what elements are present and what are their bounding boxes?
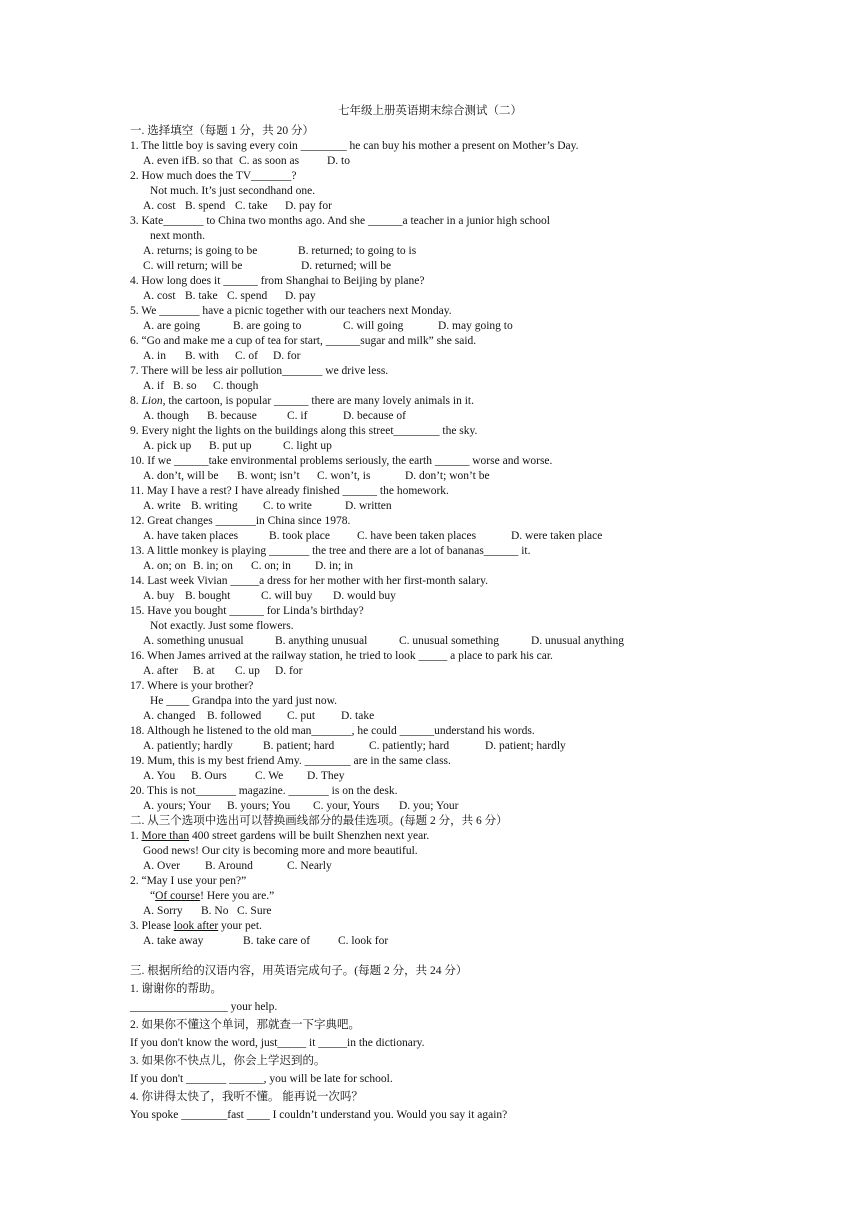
option: D. were taken place — [511, 530, 603, 542]
option: B. yours; You — [227, 800, 291, 812]
question-10: 10. If we ______take environmental problems seriously, the earth ______ worse and worse. — [130, 455, 553, 467]
option: B. bought — [185, 590, 231, 602]
question-17-reply: He ____ Grandpa into the yard just now. — [150, 695, 338, 707]
option: B. so — [173, 380, 197, 392]
s3-answer-4: You spoke ________fast ____ I couldn’t understand you. Would you say it again? — [130, 1109, 508, 1121]
question-5: 5. We _______ have a picnic together with our teachers next Monday. — [130, 305, 452, 317]
s2-question-3: 3. Please look after your pet. — [130, 920, 262, 932]
exam-content — [130, 124, 810, 1126]
option: B. Ours — [191, 770, 227, 782]
option: D. patient; hardly — [485, 740, 566, 752]
option: B. so that — [189, 155, 233, 167]
s3-answer-2: If you don't know the word, just_____ it _____in the dictionary. — [130, 1037, 425, 1049]
option: C. spend — [227, 290, 268, 302]
question-12-options — [130, 529, 810, 544]
question-18-options — [130, 739, 810, 754]
question-9-options — [130, 439, 810, 454]
option: D. may going to — [438, 320, 513, 332]
question-15-reply: Not exactly. Just some flowers. — [150, 620, 294, 632]
option: D. you; Your — [399, 800, 459, 812]
question-13: 13. A little monkey is playing _______ the tree and there are a lot of bananas______ it. — [130, 545, 531, 557]
option: B. returned; to going to is — [298, 245, 417, 257]
question-20: 20. This is not_______ magazine. _______ is on the desk. — [130, 785, 398, 797]
option: D. They — [307, 770, 345, 782]
option: B. in; on — [193, 560, 233, 572]
question-4-options — [130, 289, 810, 304]
section2-heading: 二. 从三个选项中选出可以替换画线部分的最佳选项。(每题 2 分，共 6 分） — [130, 815, 508, 827]
option: A. don’t, will be — [143, 470, 219, 482]
option: A. buy — [143, 590, 175, 602]
option: A. even if — [143, 155, 189, 167]
s3-prompt-1: 1. 谢谢你的帮助。 — [130, 983, 222, 995]
s3-prompt-2: 2. 如果你不懂这个单词，那就查一下字典吧。 — [130, 1019, 360, 1031]
question-6: 6. “Go and make me a cup of tea for start, ______sugar and milk” she said. — [130, 335, 477, 347]
option: D. to — [327, 155, 350, 167]
question-12: 12. Great changes _______in China since 1978. — [130, 515, 351, 527]
section3-heading: 三. 根据所给的汉语内容，用英语完成句子。(每题 2 分，共 24 分） — [130, 965, 468, 977]
s2-q1-options: A. Over B. Around C. Nearly — [143, 860, 332, 872]
s3-answer-1: _________________ your help. — [130, 1001, 278, 1013]
option: D. pay for — [285, 200, 332, 212]
question-2: 2. How much does the TV_______? — [130, 170, 297, 182]
option: D. pay — [285, 290, 316, 302]
option: A. after — [143, 665, 179, 677]
s2-q3-options: A. take away B. take care of C. look for — [143, 935, 389, 947]
option: C. will buy — [261, 590, 313, 602]
question-3-options — [130, 244, 810, 259]
option: B. at — [193, 665, 215, 677]
option: C. will going — [343, 320, 404, 332]
question-13-options — [130, 559, 810, 574]
option: D. would buy — [333, 590, 396, 602]
option: B. writing — [191, 500, 238, 512]
option: B. patient; hard — [263, 740, 335, 752]
question-3: 3. Kate_______ to China two months ago. And she ______a teacher in a junior high school — [130, 215, 551, 227]
question-18: 18. Although he listened to the old man_______, he could ______understand his words. — [130, 725, 535, 737]
underlined-phrase: Of course — [155, 890, 201, 902]
option: D. take — [341, 710, 375, 722]
question-1-options — [130, 154, 810, 169]
question-3-options — [130, 259, 810, 274]
question-19: 19. Mum, this is my best friend Amy. ________ are in the same class. — [130, 755, 451, 767]
option: B. because — [207, 410, 257, 422]
option: A. yours; Your — [143, 800, 211, 812]
page-title: 七年级上册英语期末综合测试（二） — [338, 105, 522, 117]
option: B. are going to — [233, 320, 302, 332]
s3-prompt-3: 3. 如果你不快点儿，你会上学迟到的。 — [130, 1055, 326, 1067]
section1-heading: 一. 选择填空（每题 1 分，共 20 分） — [130, 125, 314, 137]
option: C. will return; will be — [143, 260, 243, 272]
option: B. anything unusual — [275, 635, 368, 647]
option: C. have been taken places — [357, 530, 477, 542]
option: D. unusual anything — [531, 635, 624, 647]
question-11-options — [130, 499, 810, 514]
option: D. in; in — [315, 560, 354, 572]
underlined-phrase: look after — [173, 920, 219, 932]
question-10-options — [130, 469, 810, 484]
option: A. cost — [143, 290, 176, 302]
question-2-options — [130, 199, 810, 214]
question-14-options — [130, 589, 810, 604]
question-6-options — [130, 349, 810, 364]
option: A. returns; is going to be — [143, 245, 258, 257]
option: D. because of — [343, 410, 406, 422]
option: C. light up — [283, 440, 332, 452]
option: B. followed — [207, 710, 262, 722]
question-16: 16. When James arrived at the railway station, he tried to look _____ a place to park his car. — [130, 650, 553, 662]
option: C. unusual something — [399, 635, 499, 647]
option: A. patiently; hardly — [143, 740, 233, 752]
question-8: 8. Lion, the cartoon, is popular ______ there are many lovely animals in it. — [130, 395, 474, 407]
question-17-options — [130, 709, 810, 724]
option: B. wont; isn’t — [237, 470, 300, 482]
question-16-options — [130, 664, 810, 679]
option: A. something unusual — [143, 635, 244, 647]
question-19-options — [130, 769, 810, 784]
option: A. have taken places — [143, 530, 239, 542]
option: D. returned; will be — [301, 260, 392, 272]
s2-q1-reply: Good news! Our city is becoming more and more beautiful. — [143, 845, 418, 857]
option: C. as soon as — [239, 155, 300, 167]
option: D. for — [275, 665, 303, 677]
section1-questions — [130, 139, 810, 814]
question-5-options — [130, 319, 810, 334]
option: D. written — [345, 500, 392, 512]
option: C. on; in — [251, 560, 291, 572]
s2-question-1: 1. More than 400 street gardens will be built Shenzhen next year. — [130, 830, 430, 842]
question-4: 4. How long does it ______ from Shanghai to Beijing by plane? — [130, 275, 425, 287]
question-15-options — [130, 634, 810, 649]
option: D. for — [273, 350, 301, 362]
option: C. your, Yours — [313, 800, 380, 812]
question-2-reply: Not much. It’s just secondhand one. — [150, 185, 316, 197]
option: A. are going — [143, 320, 201, 332]
option: B. spend — [185, 200, 226, 212]
question-7-options — [130, 379, 810, 394]
option: C. up — [235, 665, 260, 677]
underlined-phrase: More than — [141, 830, 190, 842]
option: C. put — [287, 710, 316, 722]
option: A. cost — [143, 200, 176, 212]
question-8-options — [130, 409, 810, 424]
option: C. won’t, is — [317, 470, 371, 482]
s3-answer-3: If you don't _______ ______, you will be late for school. — [130, 1073, 393, 1085]
option: A. pick up — [143, 440, 192, 452]
s2-q2-reply: “Of course! Here you are.” — [150, 890, 275, 902]
option: C. patiently; hard — [369, 740, 450, 752]
option: B. took place — [269, 530, 330, 542]
option: C. We — [255, 770, 284, 782]
option: A. in — [143, 350, 166, 362]
question-1: 1. The little boy is saving every coin ________ he can buy his mother a present on Mother’s Day. — [130, 140, 579, 152]
option: B. with — [185, 350, 219, 362]
question-7: 7. There will be less air pollution_______ we drive less. — [130, 365, 389, 377]
question-17: 17. Where is your brother? — [130, 680, 254, 692]
s2-q2-options: A. Sorry B. No C. Sure — [143, 905, 272, 917]
option: C. though — [213, 380, 259, 392]
option: A. changed — [143, 710, 196, 722]
option: D. don’t; won’t be — [405, 470, 490, 482]
option: A. if — [143, 380, 165, 392]
s3-prompt-4: 4. 你讲得太快了，我听不懂。 能再说一次吗？ — [130, 1091, 363, 1103]
question-11: 11. May I have a rest? I have already finished ______ the homework. — [130, 485, 449, 497]
question-15: 15. Have you bought ______ for Linda’s birthday? — [130, 605, 364, 617]
option: A. write — [143, 500, 181, 512]
option: B. take — [185, 290, 218, 302]
option: A. You — [143, 770, 176, 782]
option: A. on; on — [143, 560, 187, 572]
option: C. to write — [263, 500, 312, 512]
option: B. put up — [209, 440, 252, 452]
s2-question-2: 2. “May I use your pen?” — [130, 875, 247, 887]
question-20-options — [130, 799, 810, 814]
option: C. of — [235, 350, 258, 362]
question-14: 14. Last week Vivian _____a dress for her mother with her first-month salary. — [130, 575, 488, 587]
option: A. though — [143, 410, 189, 422]
question-9: 9. Every night the lights on the buildings along this street________ the sky. — [130, 425, 478, 437]
question-3-continued: next month. — [150, 230, 205, 242]
option: C. if — [287, 410, 308, 422]
section3-items — [130, 982, 810, 1126]
option: C. take — [235, 200, 268, 212]
